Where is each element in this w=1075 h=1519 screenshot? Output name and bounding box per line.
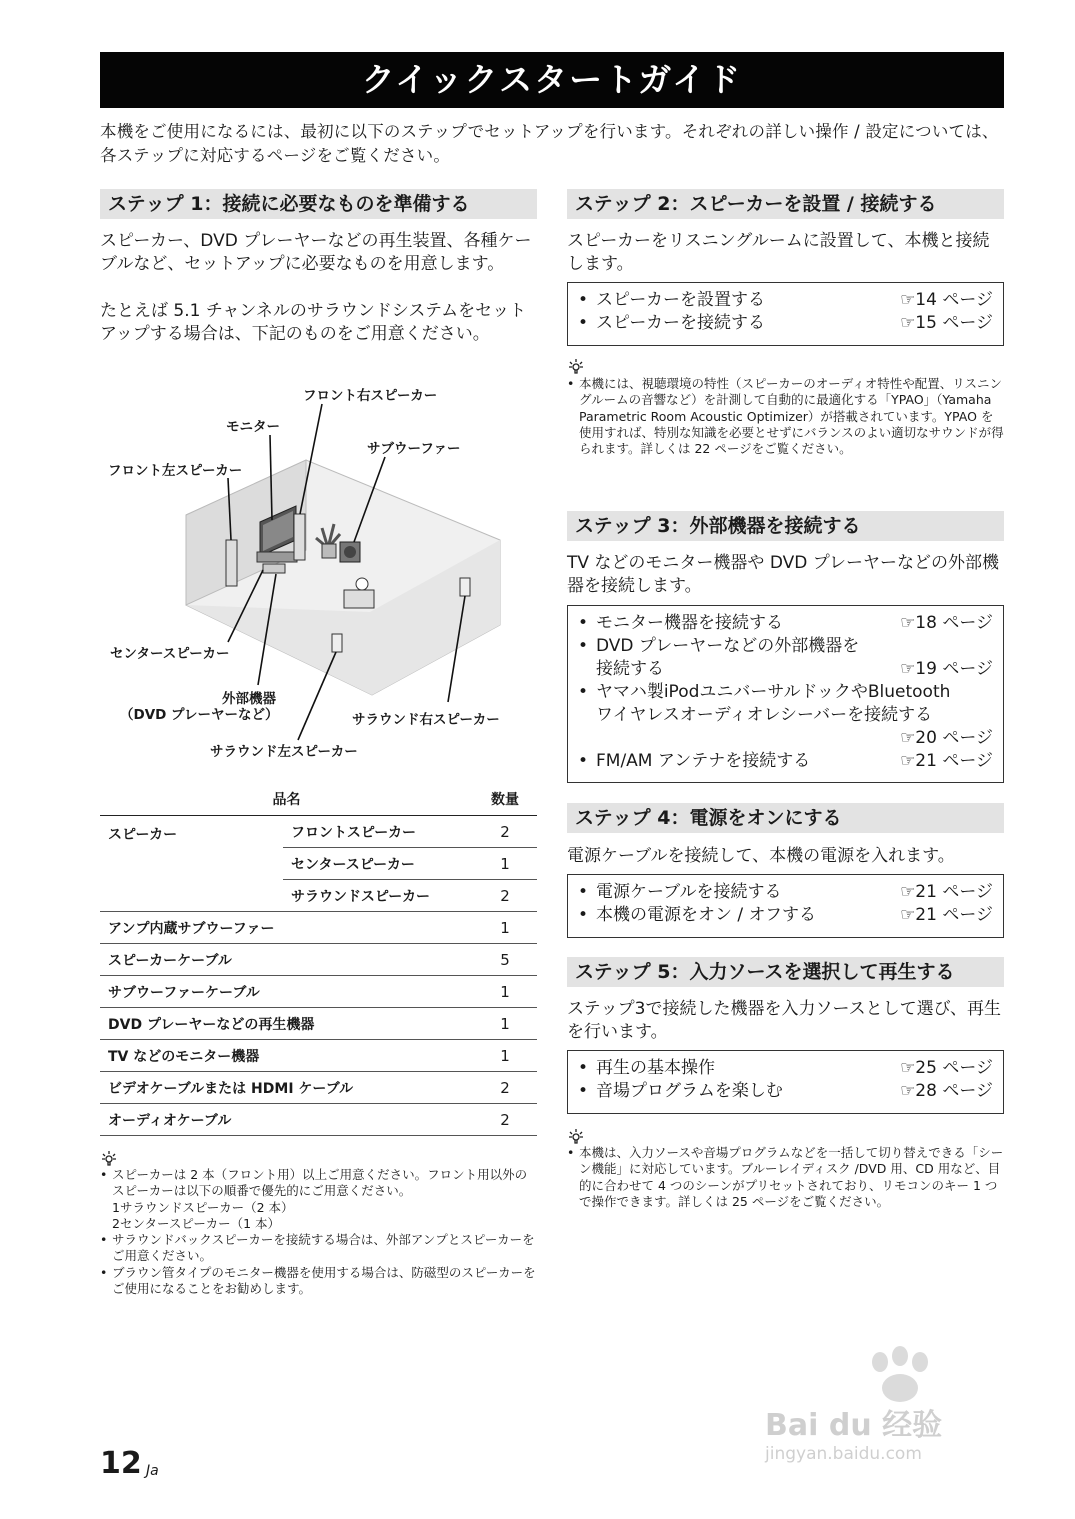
item-name: ビデオケーブルまたは HDMI ケーブル <box>100 1072 473 1104</box>
label-front-left-speaker: フロント左スピーカー <box>108 463 243 479</box>
bullet: • <box>578 613 589 633</box>
item-qty: 1 <box>473 976 537 1008</box>
reference-text: モニター機器を接続する <box>596 613 783 633</box>
step5-heading: ステップ 5：入力ソースを選択して再生する <box>567 957 1004 987</box>
page-reference-link[interactable]: ☞21 ページ <box>900 751 993 771</box>
note-text: サラウンドバックスピーカーを接続する場合は、外部アンプとスピーカーをご用意ください。 <box>112 1232 535 1264</box>
page-reference-link[interactable]: ☞18 ページ <box>900 613 993 633</box>
reference-text: 音場プログラムを楽しむ <box>596 1081 783 1101</box>
step5-note <box>567 1145 1004 1210</box>
step5-paragraph: ステップ3で接続した機器を入力ソースとして選び、再生を行います。 <box>567 999 1001 1042</box>
item-name: DVD プレーヤーなどの再生機器 <box>100 1008 473 1040</box>
step3-reference-box <box>567 605 1004 783</box>
required-items-table <box>100 783 537 1136</box>
step1-paragraph-1: スピーカー、DVD プレーヤーなどの再生装置、各種ケーブルなど、セットアップに必要なものを用意します。 <box>100 231 532 274</box>
bullet: • <box>578 882 589 902</box>
reference-text: 本機の電源をオン / オフする <box>596 905 817 925</box>
reference-row <box>578 1080 993 1103</box>
reference-row <box>578 704 993 727</box>
bullet: • <box>567 376 575 391</box>
item-name: オーディオケーブル <box>100 1104 473 1136</box>
label-monitor: モニター <box>226 419 280 435</box>
item-qty: 1 <box>473 912 537 944</box>
table-row <box>100 1040 537 1072</box>
intro-text: 本機をご使用になるには、最初に以下のステップでセットアップを行います。それぞれの詳しい操作 / 設定については、各ステップに対応するページをご覧ください。 <box>100 122 999 165</box>
item-name: アンプ内蔵サブウーファー <box>100 912 473 944</box>
label-surround-right-speaker: サラウンド右スピーカー <box>352 712 500 728</box>
note-text: 本機は、入力ソースや音場プログラムなどを一括して切り替えできる「シーン機能」に対応しています。ブルーレイディスク /DVD 用、CD 用など、目的に合わせて 4 つのシーンがプリセットされており、リモコンのキー 1 つで操作できます。詳しくは 25 ページをご覧ください。 <box>579 1145 1004 1209</box>
reference-text: 接続する <box>596 659 664 679</box>
bullet: • <box>578 313 589 333</box>
reference-text: FM/AM アンテナを接続する <box>596 751 811 771</box>
label-front-right-speaker: フロント右スピーカー <box>303 388 438 404</box>
tip-icon <box>101 1150 117 1166</box>
page-reference-link[interactable]: ☞28 ページ <box>900 1081 993 1101</box>
page-reference-link[interactable]: ☞15 ページ <box>900 313 993 333</box>
bullet: • <box>578 751 589 771</box>
page-reference-link[interactable]: ☞25 ページ <box>900 1058 993 1078</box>
note-text: スピーカーは 2 本（フロント用）以上ご用意ください。フロント用以外のスピーカーは以下の順番で優先的にご用意ください。 <box>112 1167 528 1199</box>
page-title-banner: クイックスタートガイド <box>100 52 1004 108</box>
bullet: • <box>578 1058 589 1078</box>
page-reference-link[interactable]: ☞21 ページ <box>900 882 993 902</box>
tip-icon <box>568 358 584 374</box>
label-external-device-note: （DVD プレーヤーなど） <box>120 707 279 723</box>
tip-icon <box>568 1128 584 1144</box>
step1-paragraph-2: たとえば 5.1 チャンネルのサラウンドシステムをセットアップする場合は、下記のものをご用意ください。 <box>100 301 527 344</box>
bullet: • <box>100 1264 108 1280</box>
reference-text: DVD プレーヤーなどの外部機器を <box>596 636 860 656</box>
item-qty: 2 <box>473 880 537 912</box>
note-text: 1サラウンドスピーカー（2 本） <box>112 1199 294 1215</box>
step1-notes <box>100 1167 538 1297</box>
bullet: • <box>100 1232 108 1248</box>
watermark-url: jingyan.baidu.com <box>765 1444 922 1464</box>
reference-text: ワイヤレスオーディオレシーバーを接続する <box>596 705 933 725</box>
bullet: • <box>578 290 589 310</box>
table-row <box>100 912 537 944</box>
reference-text: スピーカーを接続する <box>596 313 765 333</box>
step4-heading: ステップ 4：電源をオンにする <box>567 803 1004 833</box>
reference-text: 再生の基本操作 <box>596 1058 715 1078</box>
label-center-speaker: センタースピーカー <box>110 646 230 662</box>
bullet: • <box>567 1145 575 1160</box>
page-number: 12 <box>100 1446 142 1481</box>
item-qty: 1 <box>473 1008 537 1040</box>
step2-reference-box <box>567 282 1004 346</box>
speaker-group-cell: スピーカー <box>100 816 283 912</box>
reference-row <box>578 681 993 704</box>
step3-paragraph: TV などのモニター機器や DVD プレーヤーなどの外部機器を接続します。 <box>567 553 1000 596</box>
col-header-qty: 数量 <box>473 783 537 816</box>
reference-row <box>578 881 993 904</box>
label-surround-left-speaker: サラウンド左スピーカー <box>210 744 358 760</box>
item-name: サラウンドスピーカー <box>283 880 473 912</box>
page-reference-link[interactable]: ☞20 ページ <box>900 728 993 748</box>
reference-row <box>578 904 993 927</box>
item-name: センタースピーカー <box>283 848 473 880</box>
baidu-watermark <box>765 1340 1015 1470</box>
label-external-device: 外部機器 <box>222 691 276 707</box>
step5-reference-box <box>567 1050 1004 1114</box>
bullet: • <box>100 1167 108 1182</box>
table-row <box>100 1072 537 1104</box>
reference-row <box>578 312 993 335</box>
note-text: 本機には、視聴環境の特性（スピーカーのオーディオ特性や配置、リスニングルームの音響など）を計測して自動的に最適化する「YPAO」（Yamaha Parametric Room Acoustic Optimizer）が搭載されています。YPAO を使用すれば、特別な知識を必要とせずにバランスのよい適切なサウンドが得られます。詳しくは 22 ページをご覧ください。 <box>579 376 1004 457</box>
bullet: • <box>578 682 589 702</box>
note-text: ブラウン管タイプのモニター機器を使用する場合は、防磁型のスピーカーをご使用になることをお勧めします。 <box>112 1264 536 1297</box>
item-qty: 5 <box>473 944 537 976</box>
col-header-name: 品名 <box>100 783 473 816</box>
page-reference-link[interactable]: ☞14 ページ <box>900 290 993 310</box>
bullet: • <box>578 1081 589 1101</box>
step2-note <box>567 376 1004 457</box>
table-row <box>100 1104 537 1136</box>
item-qty: 2 <box>473 1072 537 1104</box>
table-row <box>100 944 537 976</box>
reference-text: スピーカーを設置する <box>596 290 765 310</box>
item-qty: 1 <box>473 848 537 880</box>
label-subwoofer: サブウーファー <box>367 441 461 457</box>
step1-heading: ステップ 1：接続に必要なものを準備する <box>100 189 537 219</box>
step4-reference-box <box>567 874 1004 938</box>
reference-row <box>578 612 993 635</box>
bullet: • <box>578 905 589 925</box>
step4-paragraph: 電源ケーブルを接続して、本機の電源を入れます。 <box>567 846 955 866</box>
item-qty: 1 <box>473 1040 537 1072</box>
item-qty: 2 <box>473 1104 537 1136</box>
step2-paragraph: スピーカーをリスニングルームに設置して、本機と接続します。 <box>567 231 990 274</box>
page-reference-link[interactable]: ☞21 ページ <box>900 905 993 925</box>
table-row <box>100 816 537 848</box>
reference-row <box>578 658 993 681</box>
table-row <box>100 1008 537 1040</box>
item-qty: 2 <box>473 816 537 848</box>
reference-row <box>578 750 993 773</box>
reference-row <box>578 635 993 658</box>
step3-heading: ステップ 3：外部機器を接続する <box>567 511 1004 541</box>
bullet: • <box>578 636 589 656</box>
note-text: 2センタースピーカー（1 本） <box>112 1215 281 1231</box>
reference-row <box>578 727 993 750</box>
watermark-brand: Bai du 经验 <box>765 1408 943 1443</box>
reference-row <box>578 1057 993 1080</box>
reference-text: 電源ケーブルを接続する <box>596 882 782 902</box>
item-name: サブウーファーケーブル <box>100 976 473 1008</box>
page-reference-link[interactable]: ☞19 ページ <box>900 659 993 679</box>
item-name: スピーカーケーブル <box>100 944 473 976</box>
reference-text: ヤマハ製iPodユニバーサルドックやBluetooth <box>596 682 951 702</box>
page-language: Ja <box>146 1463 159 1479</box>
table-row <box>100 976 537 1008</box>
item-name: フロントスピーカー <box>283 816 473 848</box>
step2-heading: ステップ 2：スピーカーを設置 / 接続する <box>567 189 1004 219</box>
item-name: TV などのモニター機器 <box>100 1040 473 1072</box>
reference-row <box>578 289 993 312</box>
